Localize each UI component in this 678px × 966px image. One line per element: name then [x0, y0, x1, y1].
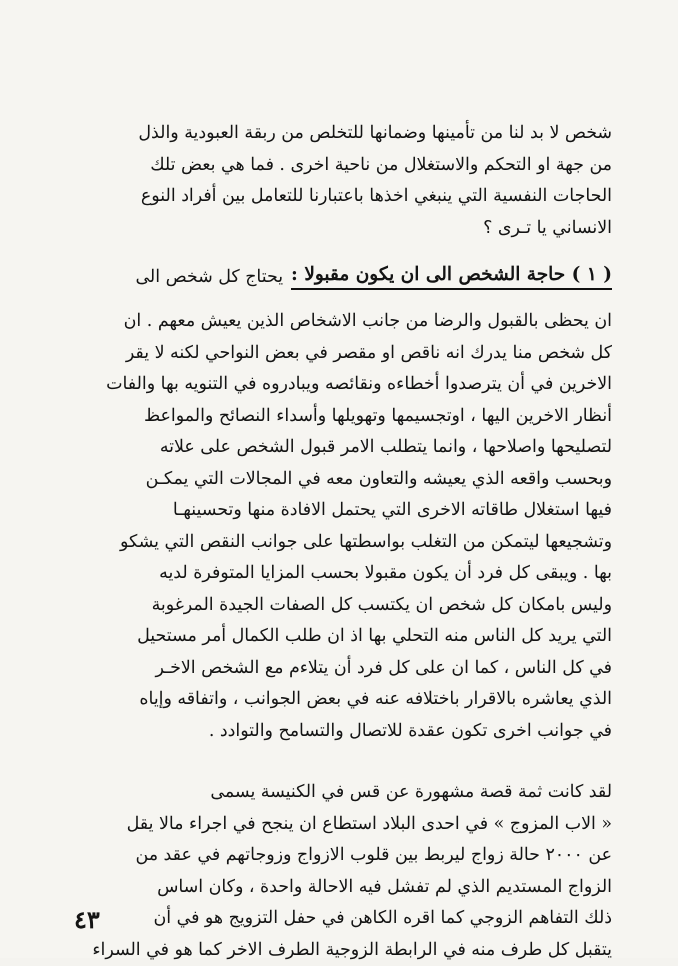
text-line: الزواج المستديم الذي لم تفشل فيه الاحالة واحدة ، وكان اساس: [72, 872, 612, 904]
text-line: عن ٢٠٠٠ حالة زواج ليربط بين قلوب الازواج وزوجاتهم في عقد من: [72, 840, 612, 872]
text-line: يتقبل كل طرف منه في الرابطة الزوجية الطرف الاخر كما هو في السراء: [72, 935, 612, 966]
text-line: في كل الناس ، كما ان على كل فرد أن يتلاءم مع الشخص الاخـر: [72, 653, 612, 685]
text-line: الذي يعاشره بالاقرار باختلافه عنه في بعض الجوانب ، واتفاقه وإياه: [72, 684, 612, 716]
text-line: الانساني يا تـرى ؟: [72, 213, 612, 245]
text-line: الحاجات النفسية التي ينبغي اخذها باعتبارنا للتعامل بين أفراد النوع: [72, 181, 612, 213]
section-heading: ( ١ ) حاجة الشخص الى ان يكون مقبولا :: [291, 264, 612, 290]
text-line: الاخرين في أن يترصدوا أخطاءه ونقائصه ويبادروه في التنويه بها والفات: [72, 369, 612, 401]
text-line: وتشجيعها ليتمكن من التغلب بواسطتها على جوانب النقص التي يشكو: [72, 527, 612, 559]
text-line: في جوانب اخرى تكون عقدة للاتصال والتسامح والتوادد .: [72, 716, 612, 748]
paragraph-story: [72, 777, 612, 966]
paragraph-acceptance: [72, 306, 612, 747]
text-line: فيها استغلال طاقاته الاخرى التي يحتمل الافادة منها وتحسينهـا: [72, 495, 612, 527]
text-line: بها . ويبقى كل فرد أن يكون مقبولا بحسب المزايا المتوفرة لديه: [72, 558, 612, 590]
text-line: التي يريد كل الناس منه التحلي بها اذ ان طلب الكمال أمر مستحيل: [72, 621, 612, 653]
text-line: ذلك التفاهم الزوجي كما اقره الكاهن في حفل التزويج هو في أن: [72, 903, 612, 935]
text-line: أنظار الاخرين اليها ، اوتجسيمها وتهويلها وأسداء النصائح والمواعظ: [72, 401, 612, 433]
text-line: شخص لا بد لنا من تأمينها وضمانها للتخلص من ربقة العبودية والذل: [72, 118, 612, 150]
text-line: كل شخص منا يدرك انه ناقص او مقصر في بعض النواحي لكنه لا يقر: [72, 338, 612, 370]
text-line: لتصليحها واصلاحها ، وانما يتطلب الامر قبول الشخص على علاته: [72, 432, 612, 464]
text-line: ان يحظى بالقبول والرضا من جانب الاشخاص الذين يعيش معهم . ان: [72, 306, 612, 338]
text-line: من جهة او التحكم والاستغلال من ناحية اخرى . فما هي بعض تلك: [72, 150, 612, 182]
section-heading-row: [72, 254, 612, 300]
text-line: « الاب المزوج » في احدى البلاد استطاع ان ينجح في اجراء مالا يقل: [72, 809, 612, 841]
section-heading-continuation: يحتاج كل شخص الى: [135, 267, 283, 287]
text-line: لقد كانت ثمة قصة مشهورة عن قس في الكنيسة يسمى: [72, 777, 612, 809]
text-line: وبحسب واقعه الذي يعيشه والتعاون معه في المجالات التي يمكـن: [72, 464, 612, 496]
page-number: ٤٣: [74, 905, 100, 934]
paragraph-intro: [72, 118, 612, 244]
text-line: وليس بامكان كل شخص ان يكتسب كل الصفات الجيدة المرغوبة: [72, 590, 612, 622]
